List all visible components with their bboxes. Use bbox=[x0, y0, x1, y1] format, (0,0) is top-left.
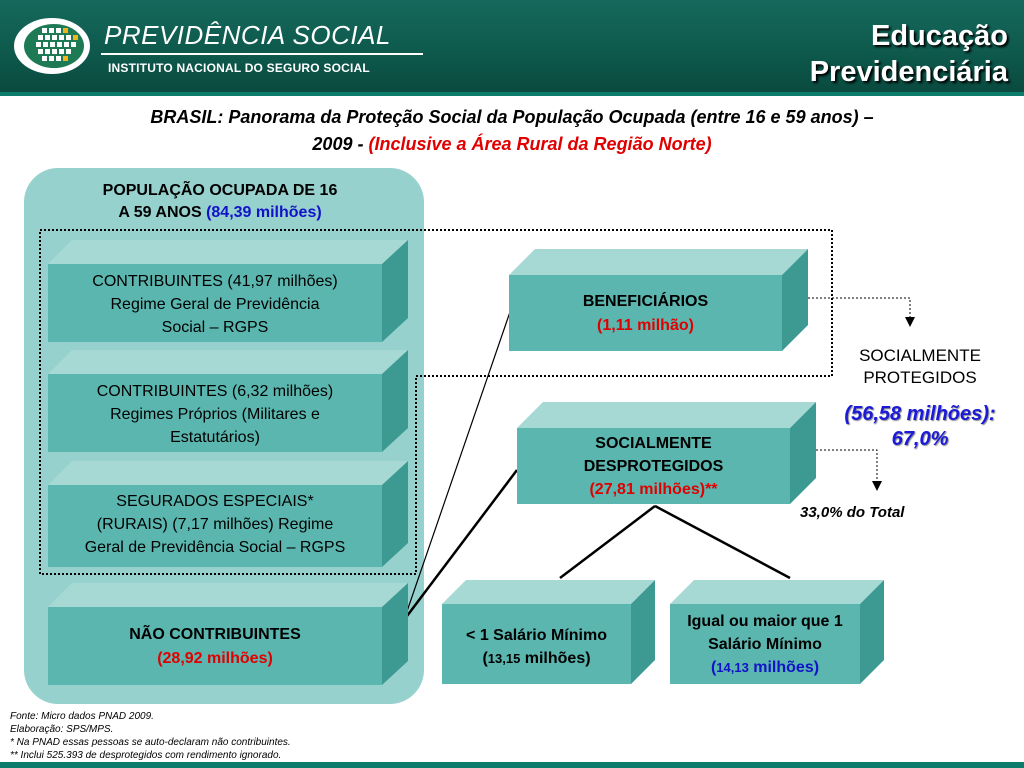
footnote-source: Fonte: Micro dados PNAD 2009. bbox=[10, 711, 154, 722]
section-title bbox=[810, 18, 1008, 90]
maior-sm-unit: milhões) bbox=[748, 659, 820, 676]
desprotegidos-line1: SOCIALMENTE bbox=[595, 435, 712, 452]
section-title-line2: Previdenciária bbox=[809, 56, 1008, 88]
maior-sm-line2: Salário Mínimo bbox=[708, 636, 822, 653]
footnotes bbox=[10, 710, 291, 762]
protected-value-line2: 67,0% bbox=[891, 428, 949, 450]
rpps-line2: Regimes Próprios (Militares e bbox=[110, 406, 320, 423]
rurais-line1: SEGURADOS ESPECIAIS* bbox=[116, 493, 314, 510]
protected-value bbox=[815, 402, 1024, 452]
line-to-maior-sm bbox=[655, 506, 790, 578]
population-title-prefix: A 59 ANOS bbox=[118, 204, 207, 221]
footer-bar bbox=[0, 762, 1024, 768]
section-title-line1: Educação bbox=[871, 20, 1008, 52]
population-value: (84,39 milhões) bbox=[206, 204, 322, 221]
org-subtitle: INSTITUTO NACIONAL DO SEGURO SOCIAL bbox=[108, 61, 370, 75]
menos-sm-open: ( bbox=[482, 650, 488, 667]
footnote-double-asterisk: ** Inclui 525.393 de desprotegidos com rendimento ignorado. bbox=[10, 750, 282, 761]
slide-title bbox=[18, 104, 1006, 158]
box-menos-salario-minimo bbox=[442, 580, 655, 684]
maior-sm-line3 bbox=[664, 656, 866, 679]
menos-sm-line2 bbox=[442, 647, 631, 670]
unprotected-percentage: 33,0% do Total bbox=[800, 504, 905, 521]
maior-sm-line1: Igual ou maior que 1 bbox=[687, 613, 843, 630]
maior-sm-open: ( bbox=[710, 659, 717, 676]
menos-sm-line1: < 1 Salário Mínimo bbox=[466, 627, 607, 644]
slide-title-note: (Inclusive a Área Rural da Região Norte) bbox=[368, 134, 712, 154]
slide-title-line2 bbox=[18, 131, 1006, 158]
org-title-rule bbox=[101, 53, 423, 55]
maior-sm-value: 14,13 bbox=[716, 660, 749, 675]
slide-title-year: 2009 - bbox=[312, 134, 369, 154]
header-divider bbox=[0, 92, 1024, 96]
box-contribuintes-rgps bbox=[48, 240, 408, 342]
box-beneficiarios bbox=[509, 249, 808, 351]
population-title bbox=[30, 180, 410, 224]
desprotegidos-value: (27,81 milhões)** bbox=[589, 481, 718, 498]
rpps-line3: Estatutários) bbox=[170, 429, 260, 446]
box-segurados-especiais bbox=[48, 461, 408, 567]
population-title-line2 bbox=[30, 202, 410, 224]
protected-value-line1: (56,58 milhões): bbox=[844, 403, 996, 425]
footnote-asterisk: * Na PNAD essas pessoas se auto-declaram não contribuintes. bbox=[10, 737, 291, 748]
box-contribuintes-rpps bbox=[48, 350, 408, 452]
rgps-line2: Regime Geral de Previdência bbox=[110, 296, 320, 313]
protected-line1: SOCIALMENTE bbox=[859, 346, 981, 365]
rgps-line3: Social – RGPS bbox=[161, 319, 269, 336]
rurais-line2: (RURAIS) (7,17 milhões) Regime bbox=[96, 516, 334, 533]
box-maior-salario-minimo bbox=[670, 580, 884, 684]
unprotected-arrow bbox=[816, 450, 877, 486]
nao-contribuintes-value: (28,92 milhões) bbox=[157, 650, 273, 667]
population-title-line1: POPULAÇÃO OCUPADA DE 16 bbox=[102, 182, 338, 199]
protected-label bbox=[815, 345, 1024, 389]
line-to-menos-sm bbox=[560, 506, 655, 578]
box-nao-contribuintes bbox=[48, 583, 408, 685]
org-title: PREVIDÊNCIA SOCIAL bbox=[104, 20, 391, 50]
footnote-elaboration: Elaboração: SPS/MPS. bbox=[10, 724, 114, 735]
nao-contribuintes-label: NÃO CONTRIBUINTES bbox=[129, 626, 301, 643]
protected-line2: PROTEGIDOS bbox=[863, 368, 977, 387]
box-desprotegidos bbox=[517, 402, 816, 504]
rpps-line1: CONTRIBUINTES (6,32 milhões) bbox=[96, 383, 334, 400]
slide-title-line1: BRASIL: Panorama da Proteção Social da População Ocupada (entre 16 e 59 anos) – bbox=[150, 107, 874, 127]
rgps-line1: CONTRIBUINTES (41,97 milhões) bbox=[92, 273, 338, 290]
beneficiarios-value: (1,11 milhão) bbox=[597, 317, 694, 334]
rurais-line3: Geral de Previdência Social – RGPS bbox=[84, 539, 346, 556]
previdencia-logo bbox=[12, 14, 96, 78]
protected-arrow bbox=[808, 298, 910, 322]
desprotegidos-line2: DESPROTEGIDOS bbox=[583, 458, 724, 475]
menos-sm-value: 13,15 bbox=[487, 651, 521, 666]
beneficiarios-label: BENEFICIÁRIOS bbox=[582, 293, 709, 310]
menos-sm-unit: milhões) bbox=[520, 650, 591, 667]
